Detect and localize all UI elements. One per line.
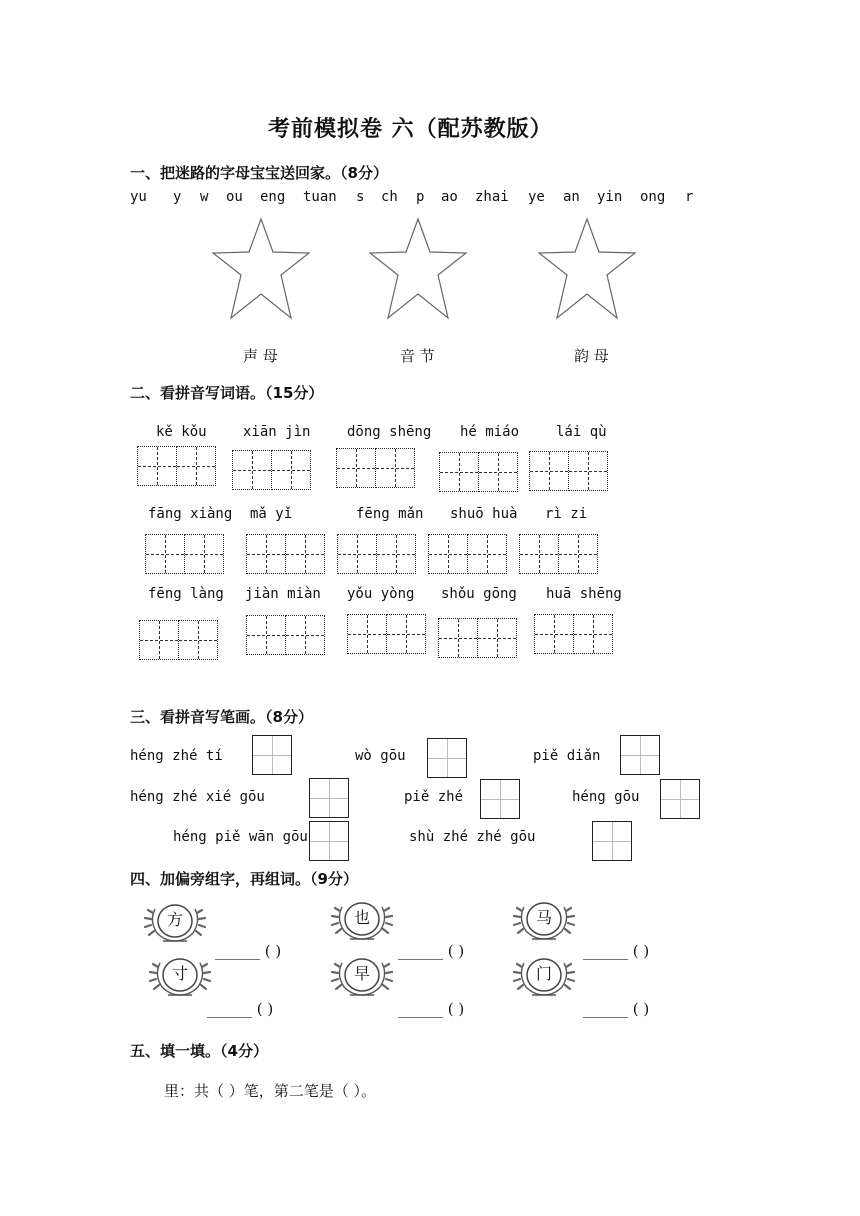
stroke-pinyin: héng zhé tí (130, 748, 223, 764)
pinyin: fēng mǎn (356, 506, 424, 522)
writing-grid[interactable] (438, 618, 517, 658)
page-title: 考前模拟卷 六（配苏教版） (268, 116, 553, 142)
wreath-char-badge (148, 953, 212, 997)
fill-line[interactable]: 里：共（ ）笔，第二笔是（ ）。 (164, 1082, 377, 1100)
writing-grid[interactable] (139, 620, 218, 660)
stroke-box[interactable] (480, 779, 520, 819)
stroke-pinyin: shù zhé zhé gōu (409, 829, 536, 845)
writing-grid[interactable] (145, 534, 224, 574)
pinyin: mǎ yǐ (250, 506, 293, 522)
pinyin: yǒu yòng (347, 586, 415, 602)
letter: p (416, 189, 425, 205)
pinyin: shuō huà (450, 506, 518, 522)
writing-grid[interactable] (439, 452, 518, 492)
answer-blank[interactable]: ______ ( ) (207, 1000, 274, 1018)
stroke-box[interactable] (309, 821, 349, 861)
answer-blank[interactable]: ______ ( ) (583, 942, 650, 960)
pinyin: dōng shēng (347, 424, 432, 440)
writing-grid[interactable] (337, 534, 416, 574)
pinyin: hé miáo (460, 424, 520, 440)
writing-grid[interactable] (336, 448, 415, 488)
pinyin: fēng làng (148, 586, 224, 602)
stroke-pinyin: piě diǎn (533, 748, 601, 764)
star-icon (370, 219, 466, 318)
pinyin: rì zi (545, 506, 588, 522)
letter: y (173, 189, 182, 205)
answer-blank[interactable]: ______ ( ) (398, 942, 465, 960)
stroke-box[interactable] (427, 738, 467, 778)
star-icon (539, 219, 635, 318)
letter: ong (640, 189, 666, 205)
section-3-heading: 三、看拼音写笔画。（8分） (130, 708, 313, 726)
radical-char: 方 (166, 910, 183, 929)
section-1-heading: 一、把迷路的字母宝宝送回家。（8分） (130, 164, 388, 182)
stroke-box[interactable] (620, 735, 660, 775)
pinyin: huā shēng (546, 586, 622, 602)
writing-grid[interactable] (246, 534, 325, 574)
pinyin: fāng xiàng (148, 506, 233, 522)
stroke-box[interactable] (660, 779, 700, 819)
wreath-char-badge (512, 897, 576, 941)
pinyin: kě kǒu (156, 424, 207, 440)
letter: ch (381, 189, 398, 205)
radical-char: 早 (353, 964, 370, 983)
star-icon (213, 219, 309, 318)
letter: ou (226, 189, 243, 205)
writing-grid[interactable] (246, 615, 325, 655)
writing-grid[interactable] (519, 534, 598, 574)
letter: r (685, 189, 694, 205)
section-5-heading: 五、填一填。（4分） (130, 1042, 268, 1060)
section-2-heading: 二、看拼音写词语。（15分） (130, 384, 324, 402)
section-4-heading: 四、加偏旁组字，再组词。（9分） (130, 870, 358, 888)
pinyin: xiān jìn (243, 424, 311, 440)
writing-grid[interactable] (347, 614, 426, 654)
letter: tuan (303, 189, 337, 205)
stroke-box[interactable] (252, 735, 292, 775)
radical-char: 马 (535, 908, 552, 927)
writing-grid[interactable] (534, 614, 613, 654)
writing-grid[interactable] (529, 451, 608, 491)
writing-grid[interactable] (232, 450, 311, 490)
stroke-pinyin: wò gōu (355, 748, 406, 764)
stroke-pinyin: piě zhé (404, 789, 464, 805)
radical-char: 也 (353, 908, 370, 927)
star-label: 韵 母 (574, 347, 609, 365)
wreath-char-badge (330, 897, 394, 941)
stroke-pinyin: héng gōu (572, 789, 640, 805)
star-label: 声 母 (243, 347, 278, 365)
letter: ao (441, 189, 458, 205)
letter: yu (130, 189, 147, 205)
answer-blank[interactable]: ______ ( ) (215, 942, 282, 960)
pinyin: shǒu gōng (441, 586, 517, 602)
letter: ye (528, 189, 545, 205)
pinyin: jiàn miàn (245, 586, 321, 602)
wreath-char-badge (512, 953, 576, 997)
star-label: 音 节 (400, 347, 435, 365)
letter: s (356, 189, 365, 205)
answer-blank[interactable]: ______ ( ) (398, 1000, 465, 1018)
stroke-box[interactable] (592, 821, 632, 861)
star-shapes (0, 0, 860, 340)
radical-char: 门 (535, 964, 552, 983)
letter: an (563, 189, 580, 205)
stroke-box[interactable] (309, 778, 349, 818)
radical-char: 寸 (171, 964, 188, 983)
stroke-pinyin: héng zhé xié gōu (130, 789, 265, 805)
letter: zhai (475, 189, 509, 205)
letter: eng (260, 189, 286, 205)
letter: yin (597, 189, 623, 205)
writing-grid[interactable] (428, 534, 507, 574)
stroke-pinyin: héng piě wān gōu (173, 829, 308, 845)
letter: w (200, 189, 209, 205)
wreath-char-badge (143, 899, 207, 943)
wreath-char-badge (330, 953, 394, 997)
writing-grid[interactable] (137, 446, 216, 486)
answer-blank[interactable]: ______ ( ) (583, 1000, 650, 1018)
pinyin: lái qù (556, 424, 607, 440)
